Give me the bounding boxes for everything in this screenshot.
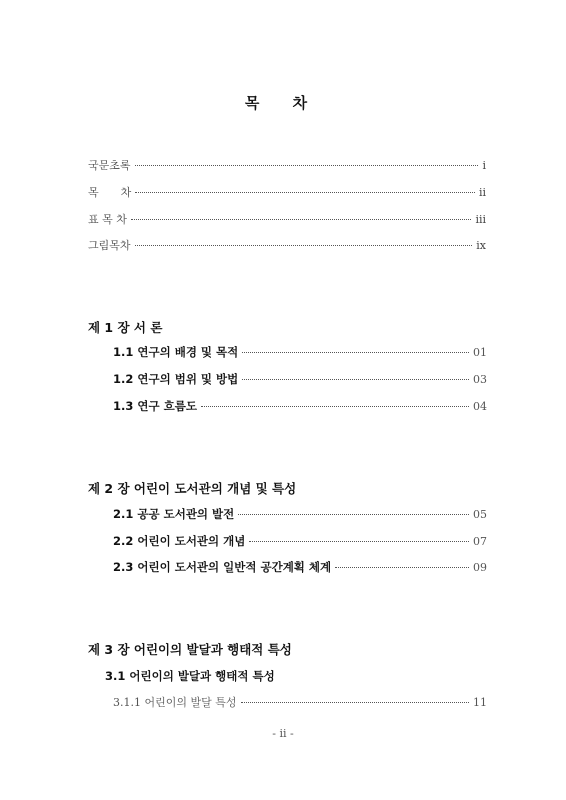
toc-section-1-1[interactable] [113,344,487,360]
toc-entry-label: 1.3 연구 흐름도 [113,399,197,413]
toc-entry-page: 05 [473,508,487,521]
toc-entry-label: 목 차 [88,186,132,199]
toc-entry-label: 국문초록 [88,159,131,172]
dot-leader [135,245,473,246]
toc-entry-figure-list[interactable] [88,237,486,253]
toc-entry-page: 09 [473,561,487,574]
chapter-1-title[interactable]: 제 1 장 서 론 [88,320,163,335]
dot-leader [201,406,469,407]
chapter-2-title[interactable]: 제 2 장 어린이 도서관의 개념 및 특성 [88,481,297,496]
dot-leader [135,192,475,193]
toc-section-2-2[interactable] [113,533,487,549]
toc-entry-page: 07 [473,535,487,548]
toc-entry-page: 11 [473,696,487,709]
toc-section-1-3[interactable] [113,398,487,414]
toc-section-2-1[interactable] [113,506,487,522]
dot-leader [131,219,472,220]
toc-title: 목 차 [244,94,322,112]
toc-entry-page: 01 [473,346,487,359]
dot-leader [249,541,469,542]
dot-leader [242,352,469,353]
toc-entry-label: 표 목 차 [88,213,127,226]
toc-entry-page: iii [475,213,486,226]
toc-entry-label: 그림목차 [88,239,131,252]
dot-leader [238,514,469,515]
toc-entry-page: 04 [473,400,487,413]
toc-entry-page: ix [476,239,486,252]
toc-entry-page: 03 [473,373,487,386]
toc-entry-page: ii [478,186,486,199]
dot-leader [135,165,479,166]
dot-leader [335,567,469,568]
toc-entry-label: 2.3 어린이 도서관의 일반적 공간계획 체계 [113,560,332,574]
toc-entry-table-list[interactable] [88,211,486,227]
toc-entry-label: 1.2 연구의 범위 및 방법 [113,372,239,386]
toc-entry-page: i [482,159,486,172]
chapter-3-title[interactable]: 제 3 장 어린이의 발달과 행태적 특성 [88,642,292,657]
page-number-footer: - ii - [272,727,294,740]
toc-entry-label: 2.2 어린이 도서관의 개념 [113,534,246,548]
toc-section-2-3[interactable] [113,559,487,575]
dot-leader [241,702,470,703]
toc-section-1-2[interactable] [113,371,487,387]
toc-entry-contents[interactable] [88,184,486,200]
toc-entry-abstract[interactable] [88,157,486,173]
dot-leader [242,379,469,380]
toc-entry-label: 1.1 연구의 배경 및 목적 [113,345,239,359]
toc-entry-label: 3.1.1 어린이의 발달 특성 [113,696,237,709]
toc-section-3-1[interactable]: 3.1 어린이의 발달과 행태적 특성 [105,669,275,683]
toc-entry-label: 2.1 공공 도서관의 발전 [113,507,235,521]
toc-subsection-3-1-1[interactable] [113,694,487,710]
